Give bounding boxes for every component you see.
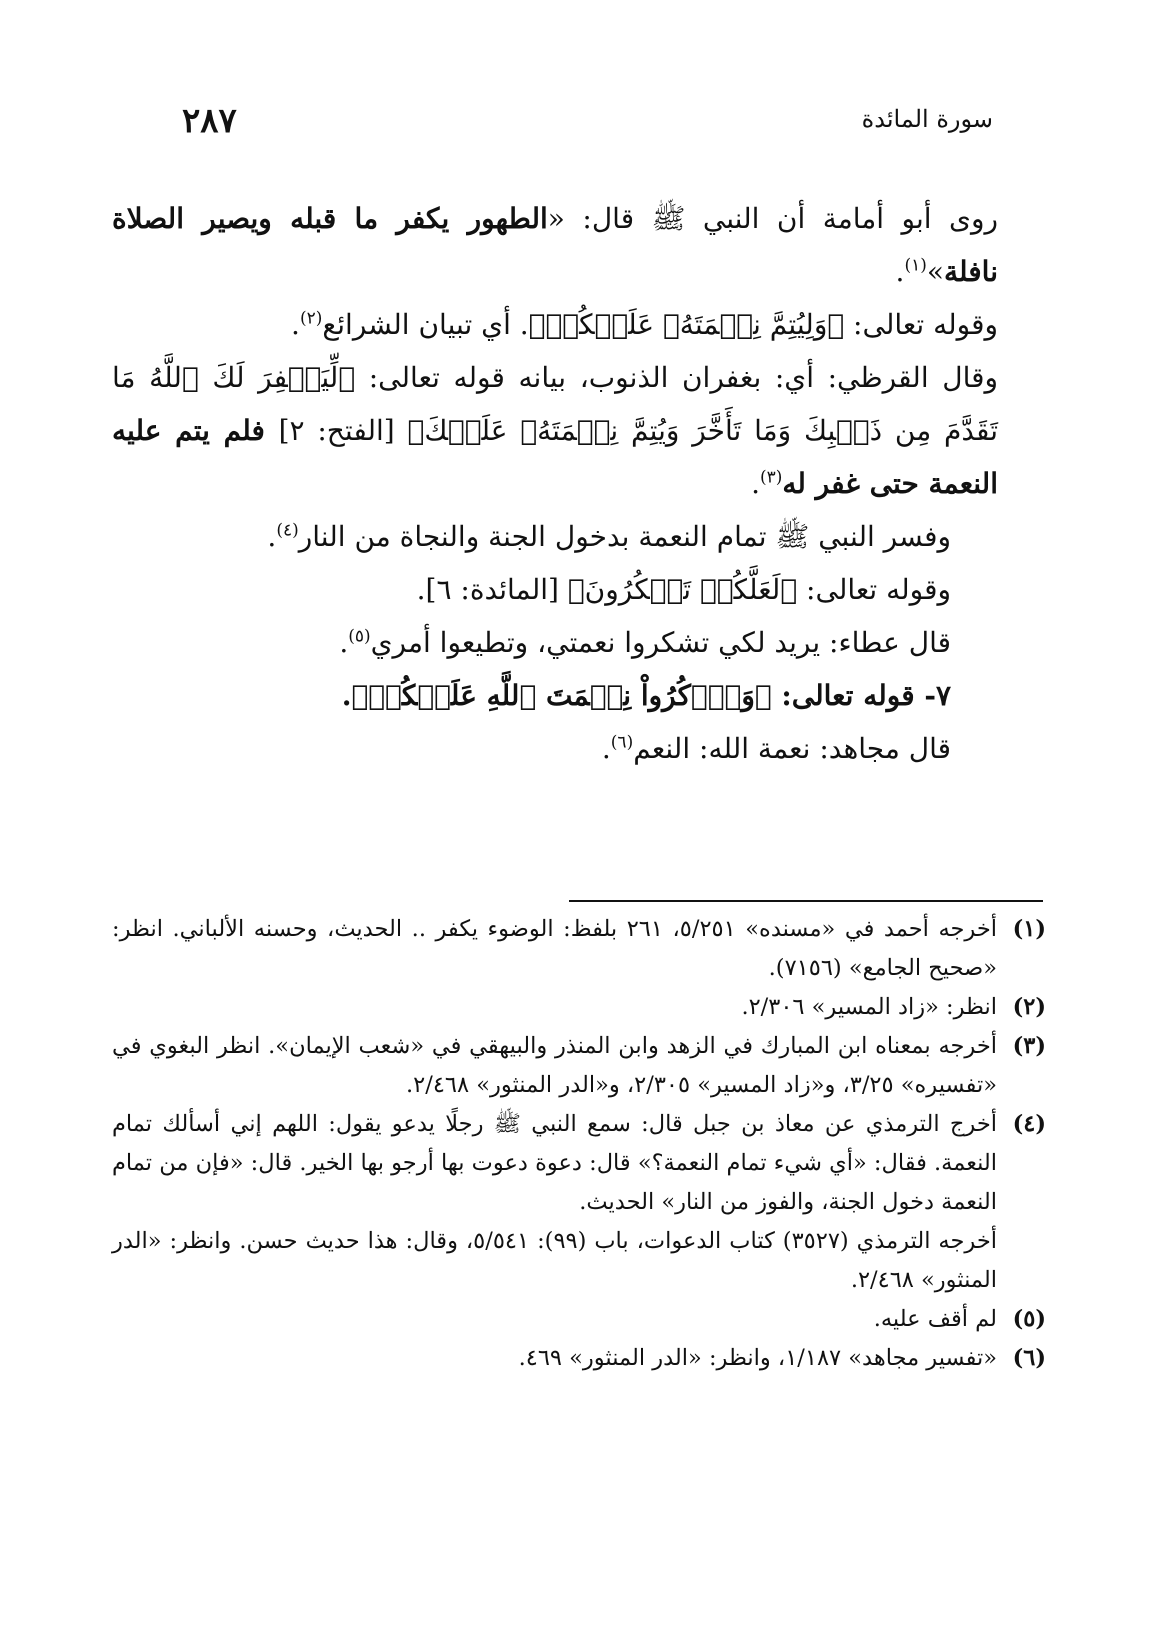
footnote-text <box>112 1105 997 1300</box>
p6-end: . <box>339 626 349 659</box>
p8-text: قال مجاهد: نعمة الله: النعم <box>633 732 951 765</box>
p7-text: ٧- قوله تعالى: ﴿وَٱذۡكُرُواْ نِعۡمَتَ ٱللَّهِ عَلَيۡكُمۡ﴾. <box>341 679 951 712</box>
footnote-text: انظر: «زاد المسير» ٢/٣٠٦. <box>741 994 997 1020</box>
p1-quote: الطهور يكفر ما قبله ويصير الصلاة نافلة <box>112 202 998 288</box>
paragraph-2 <box>112 298 1046 351</box>
p2-end: . <box>291 308 300 341</box>
footnote-ref-3: (٣) <box>759 467 783 488</box>
footnote-text: لم أقف عليه. <box>873 1306 997 1332</box>
p1-intro: روى أبو أمامة أن النبي ﷺ قال: « <box>547 202 999 235</box>
paragraph-8 <box>112 722 1046 775</box>
paragraph-3 <box>112 351 1046 510</box>
p3-text: وقال القرظي: أي: بغفران الذنوب، بيانه قوله تعالى: ﴿لِّيَغۡفِرَ لَكَ ٱللَّهُ مَا تَقَدَّمَ مِن ذَنۢبِكَ وَمَا تَأَخَّرَ وَيُتِمَّ نِعۡمَتَهُۥ عَلَيۡكَ﴾ [الفتح: ٢] <box>112 361 998 447</box>
page-number: ٢٨٧ <box>182 101 237 141</box>
main-text <box>112 192 1046 775</box>
footnote-4 <box>112 1105 1046 1300</box>
footnote-number: (٢) <box>1012 994 1046 1020</box>
footnote-1 <box>112 910 1046 988</box>
p6-text: قال عطاء: يريد لكي تشكروا نعمتي، وتطيعوا أمري <box>370 626 951 659</box>
footnote-number: (٣) <box>1012 1033 1046 1059</box>
paragraph-7 <box>112 669 1046 722</box>
p4-text: وفسر النبي ﷺ تمام النعمة بدخول الجنة والنجاة من النار <box>298 520 951 553</box>
footnote-number: (٥) <box>1012 1306 1046 1332</box>
p8-end: . <box>601 732 611 765</box>
footnote-number: (١) <box>1012 916 1046 942</box>
footnote-3 <box>112 1027 1046 1105</box>
p4-end: . <box>267 520 277 553</box>
p3-bold: فلم يتم عليه النعمة حتى غفر له <box>112 414 998 500</box>
footnote-ref-1: (١) <box>904 255 927 276</box>
footnote-5 <box>112 1300 1046 1339</box>
footnote-text: «تفسير مجاهد» ١/١٨٧، وانظر: «الدر المنثور» ٤٦٩. <box>518 1345 997 1371</box>
p2-text: وقوله تعالى: ﴿وَلِيُتِمَّ نِعۡمَتَهُۥ عَلَيۡكُمۡ﴾. أي تبيان الشرائع <box>322 308 998 341</box>
footnote-number: (٤) <box>1012 1111 1046 1137</box>
footnote-ref-6: (٦) <box>610 732 634 753</box>
page-header <box>120 101 1043 155</box>
running-title: سورة المائدة <box>861 105 993 133</box>
p1-close: » <box>926 255 944 288</box>
paragraph-5 <box>112 563 1046 616</box>
paragraph-1 <box>112 192 1046 298</box>
footnote-text: أخرجه بمعناه ابن المبارك في الزهد وابن المنذر والبيهقي في «شعب الإيمان». انظر البغوي في «تفسيره» ٣/٢٥، و«زاد المسير» ٢/٣٠٥، و«الدر المنثور» ٢/٤٦٨. <box>112 1033 997 1098</box>
footnote-6 <box>112 1339 1046 1378</box>
footnote-2 <box>112 988 1046 1027</box>
footnote-number: (٦) <box>1012 1345 1046 1371</box>
p1-end: . <box>895 255 905 288</box>
paragraph-4 <box>112 510 1046 563</box>
footnote-ref-4: (٤) <box>276 520 299 541</box>
footnote-text: أخرجه أحمد في «مسنده» ٥/٢٥١، ٢٦١ بلفظ: الوضوء يكفر .. الحديث، وحسنه الألباني. انظر: «صحيح الجامع» (٧١٥٦). <box>112 916 997 981</box>
footnotes <box>112 910 1046 1378</box>
footnote-separator <box>569 900 1043 902</box>
footnote-ref-5: (٥) <box>348 626 371 647</box>
paragraph-6 <box>112 616 1046 669</box>
footnote-4-source: أخرجه الترمذي (٣٥٢٧) كتاب الدعوات، باب (٩٩): ٥/٥٤١، وقال: هذا حديث حسن. وانظر: «الدر المنثور» ٢/٤٦٨. <box>112 1228 997 1293</box>
footnote-ref-2: (٢) <box>299 308 323 329</box>
p5-text: وقوله تعالى: ﴿لَعَلَّكُمۡ تَشۡكُرُونَ﴾ [المائدة: ٦]. <box>416 573 951 606</box>
footnote-4-hadith: أخرج الترمذي عن معاذ بن جبل قال: سمع النبي ﷺ رجلًا يدعو يقول: اللهم إني أسألك تمام النعمة. فقال: «أي شيء تمام النعمة؟» قال: دعوة دعوت بها أرجو بها الخير. قال: «فإن من تمام النعمة دخول الجنة، والفوز من النار» الحديث. <box>112 1111 997 1215</box>
p3-end: . <box>751 467 760 500</box>
